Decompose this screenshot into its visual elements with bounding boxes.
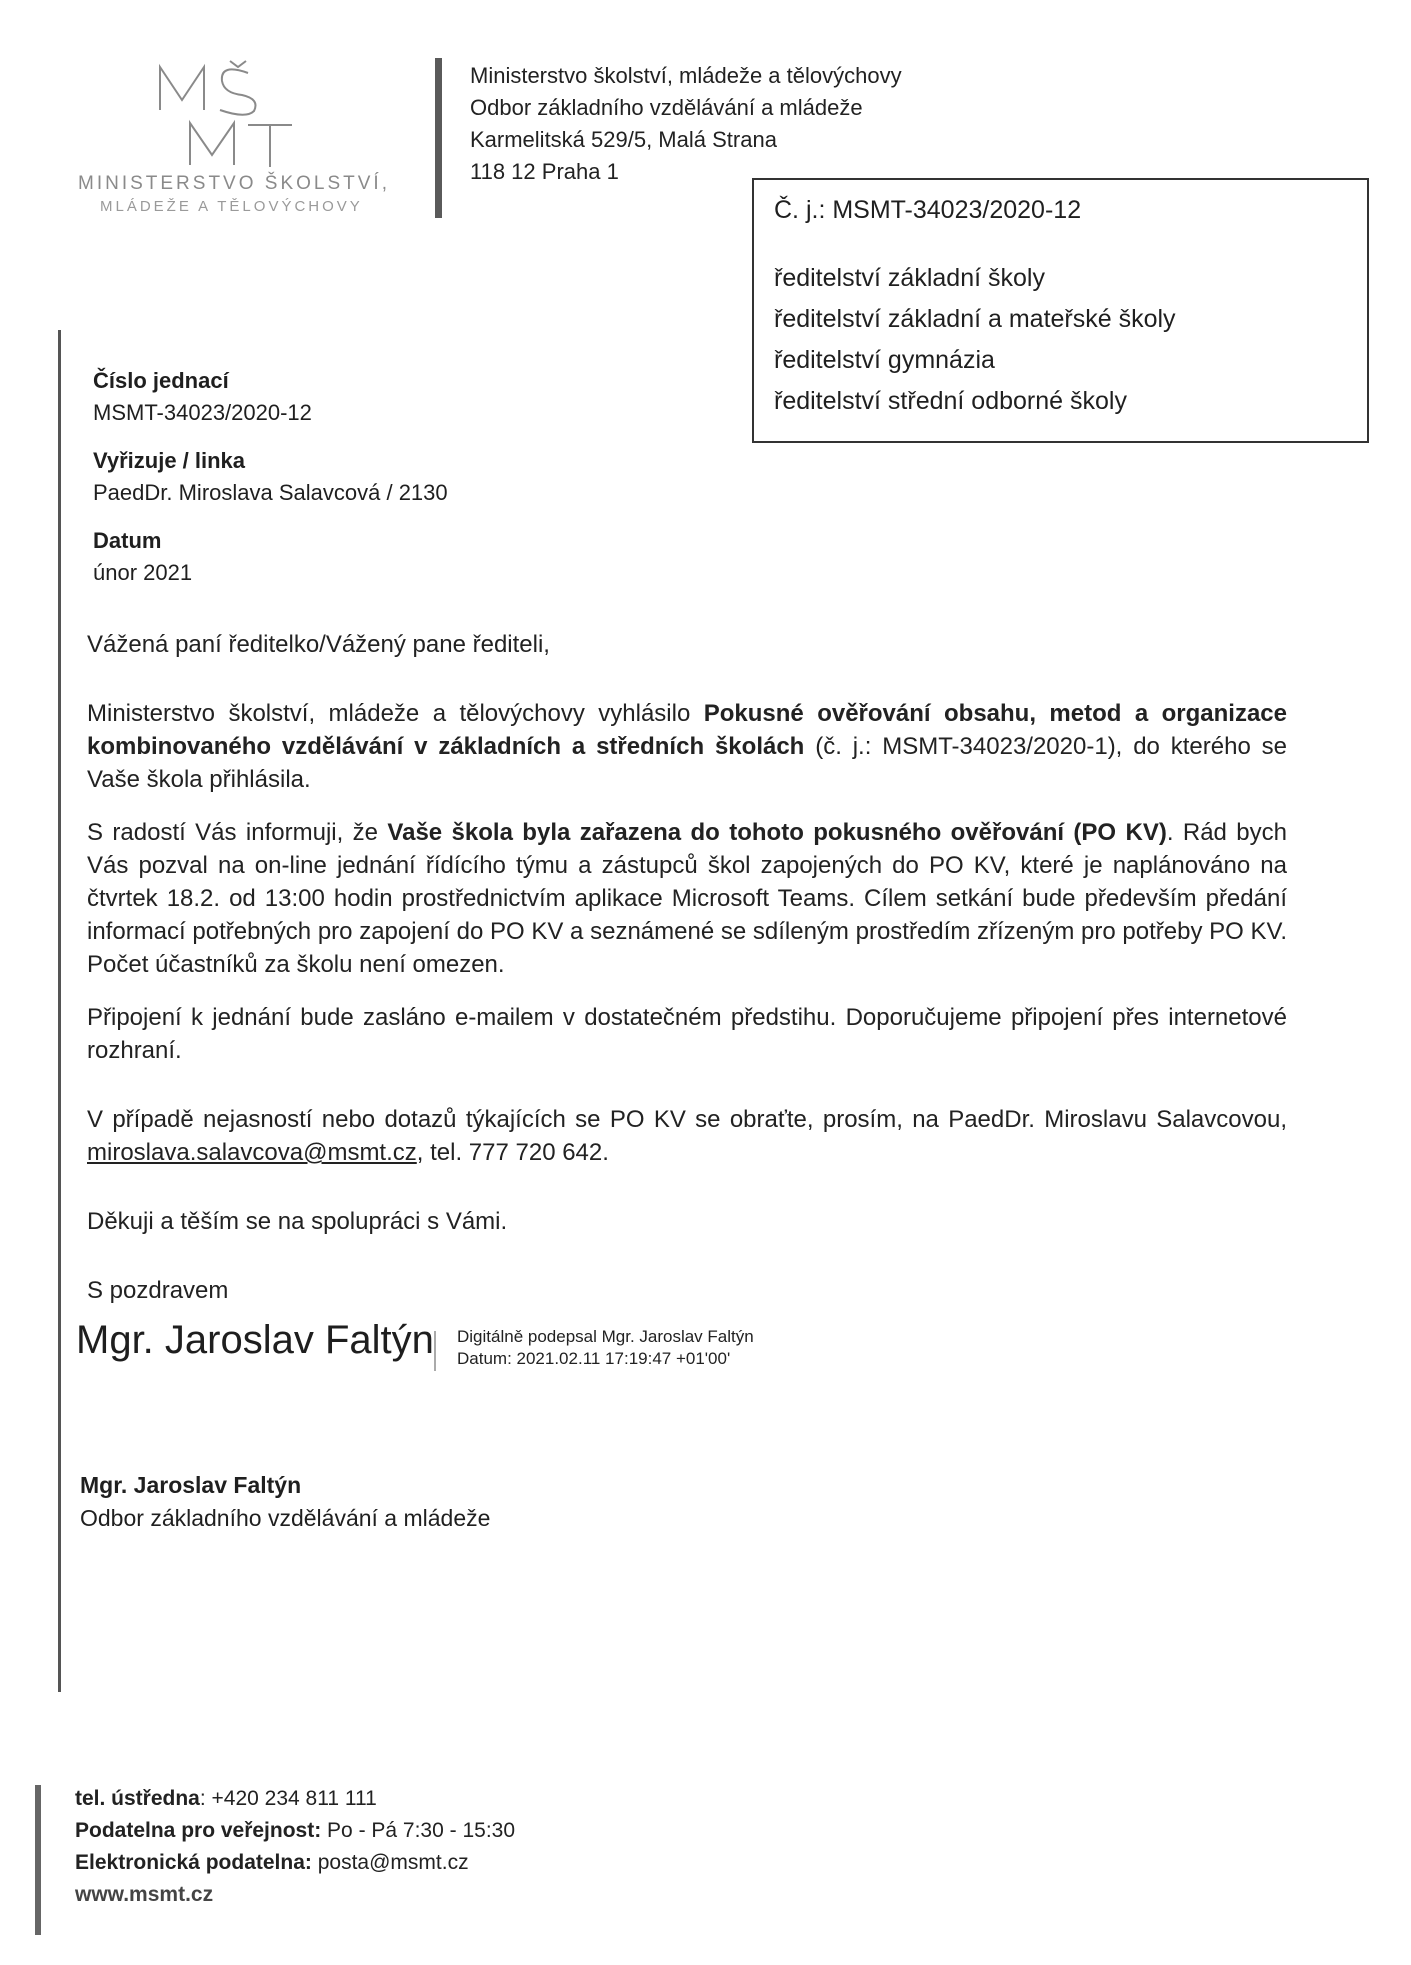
footer-phone xyxy=(75,1783,515,1815)
p4-text-end: , tel. 777 720 642. xyxy=(416,1139,609,1166)
signature-divider xyxy=(434,1331,436,1371)
signer-department: Odbor základního vzdělávání a mládeže xyxy=(80,1505,491,1531)
digital-signed-date: Datum: 2021.02.11 17:19:47 +01'00' xyxy=(457,1349,731,1368)
date-value: únor 2021 xyxy=(93,560,193,585)
closing-greeting: S pozdravem xyxy=(87,1277,229,1304)
ref-label: Číslo jednací xyxy=(93,368,229,393)
paragraph-1 xyxy=(87,697,1287,796)
office-value: Po - Pá 7:30 - 15:30 xyxy=(321,1819,516,1842)
reference-number: Č. j.: MSMT-34023/2020-12 xyxy=(774,196,1082,224)
address-line: Karmelitská 529/5, Malá Strana xyxy=(470,127,777,152)
paragraph-2 xyxy=(87,816,1287,981)
eoffice-value: posta@msmt.cz xyxy=(311,1851,469,1874)
footer-eoffice xyxy=(75,1847,515,1879)
recipient-item: ředitelství gymnázia xyxy=(774,346,995,374)
sender-address xyxy=(470,60,902,188)
recipient-item: ředitelství základní a mateřské školy xyxy=(774,305,1176,333)
address-line: Ministerstvo školství, mládeže a tělovýchovy xyxy=(470,63,902,88)
email-link[interactable]: miroslava.salavcova@msmt.cz xyxy=(87,1139,417,1166)
p1-bold: Pokusné ověřování obsahu, metod a organizace kombinovaného vzdělávání v základních a středních školách xyxy=(87,700,1288,760)
paragraph-4 xyxy=(87,1103,1287,1169)
digital-signature-info xyxy=(457,1326,754,1370)
p2-text: S radostí Vás informuji, že xyxy=(87,819,388,846)
handler-value: PaedDr. Miroslava Salavcová / 2130 xyxy=(93,480,448,505)
signer-name: Mgr. Jaroslav Faltýn xyxy=(80,1472,302,1498)
footer-office xyxy=(75,1815,515,1847)
letter-body xyxy=(87,628,1287,1307)
p1-text-end: (č. j.: MSMT-34023/2020-1), do kterého se Vaše škola přihlásila. xyxy=(87,733,1288,793)
recipient-item: ředitelství základní školy xyxy=(774,264,1045,292)
address-line: Odbor základního vzdělávání a mládeže xyxy=(470,95,863,120)
p1-text: Ministerstvo školství, mládeže a tělovýchovy vyhlásilo xyxy=(87,700,704,727)
ref-value: MSMT-34023/2020-12 xyxy=(93,400,312,425)
signature-name: Mgr. Jaroslav Faltýn xyxy=(76,1318,434,1362)
salutation: Vážená paní ředitelko/Vážený pane řediteli, xyxy=(87,631,550,658)
closing-thanks: Děkuji a těším se na spolupráci s Vámi. xyxy=(87,1208,508,1235)
phone-value: : +420 234 811 111 xyxy=(199,1787,377,1810)
eoffice-label: Elektronická podatelna: xyxy=(75,1851,312,1874)
paragraph-3: Připojení k jednání bude zasláno e-mailem v dostatečném předstihu. Doporučujeme připojení přes internetové rozhraní. xyxy=(87,1004,1287,1064)
p4-text: V případě nejasností nebo dotazů týkajících se PO KV se obraťte, prosím, na PaedDr. Miroslavu Salavcovou, xyxy=(87,1106,1287,1133)
digital-signed-by: Digitálně podepsal Mgr. Jaroslav Faltýn xyxy=(457,1327,754,1346)
p2-text-end: . Rád bych Vás pozval na on-line jednání řídícího týmu a zástupců škol zapojených do PO KV, které je naplánováno na čtvrtek 18.2. od 13:00 hodin prostřednictvím aplikace Microsoft Teams. Cílem setkání bude především předání informací potřebných pro zapojení do PO KV a seznámené se sdíleným prostředím zřízeným pro potřeby PO KV. Počet účastníků za školu není omezen. xyxy=(87,819,1287,978)
logo-text-line1: MINISTERSTVO ŠKOLSTVÍ, xyxy=(78,173,390,194)
office-label: Podatelna pro veřejnost: xyxy=(75,1819,322,1842)
recipient-item: ředitelství střední odborné školy xyxy=(774,387,1127,415)
letter-meta xyxy=(93,365,448,605)
p2-bold: Vaše škola byla zařazena do tohoto pokusného ověřování (PO KV) xyxy=(387,819,1167,846)
header-divider xyxy=(435,58,442,218)
recipient-list xyxy=(774,258,1176,422)
address-line: 118 12 Praha 1 xyxy=(470,159,619,184)
date-label: Datum xyxy=(93,528,162,553)
footer-website[interactable]: www.msmt.cz xyxy=(75,1883,214,1906)
left-margin-line xyxy=(58,330,61,1692)
phone-label: tel. ústředna xyxy=(75,1787,200,1810)
logo-text-line2: MLÁDEŽE A TĚLOVÝCHOVY xyxy=(100,198,363,215)
footer-divider xyxy=(35,1785,41,1935)
handler-label: Vyřizuje / linka xyxy=(93,448,246,473)
footer-contacts xyxy=(75,1783,515,1911)
recipient-box xyxy=(752,178,1369,443)
